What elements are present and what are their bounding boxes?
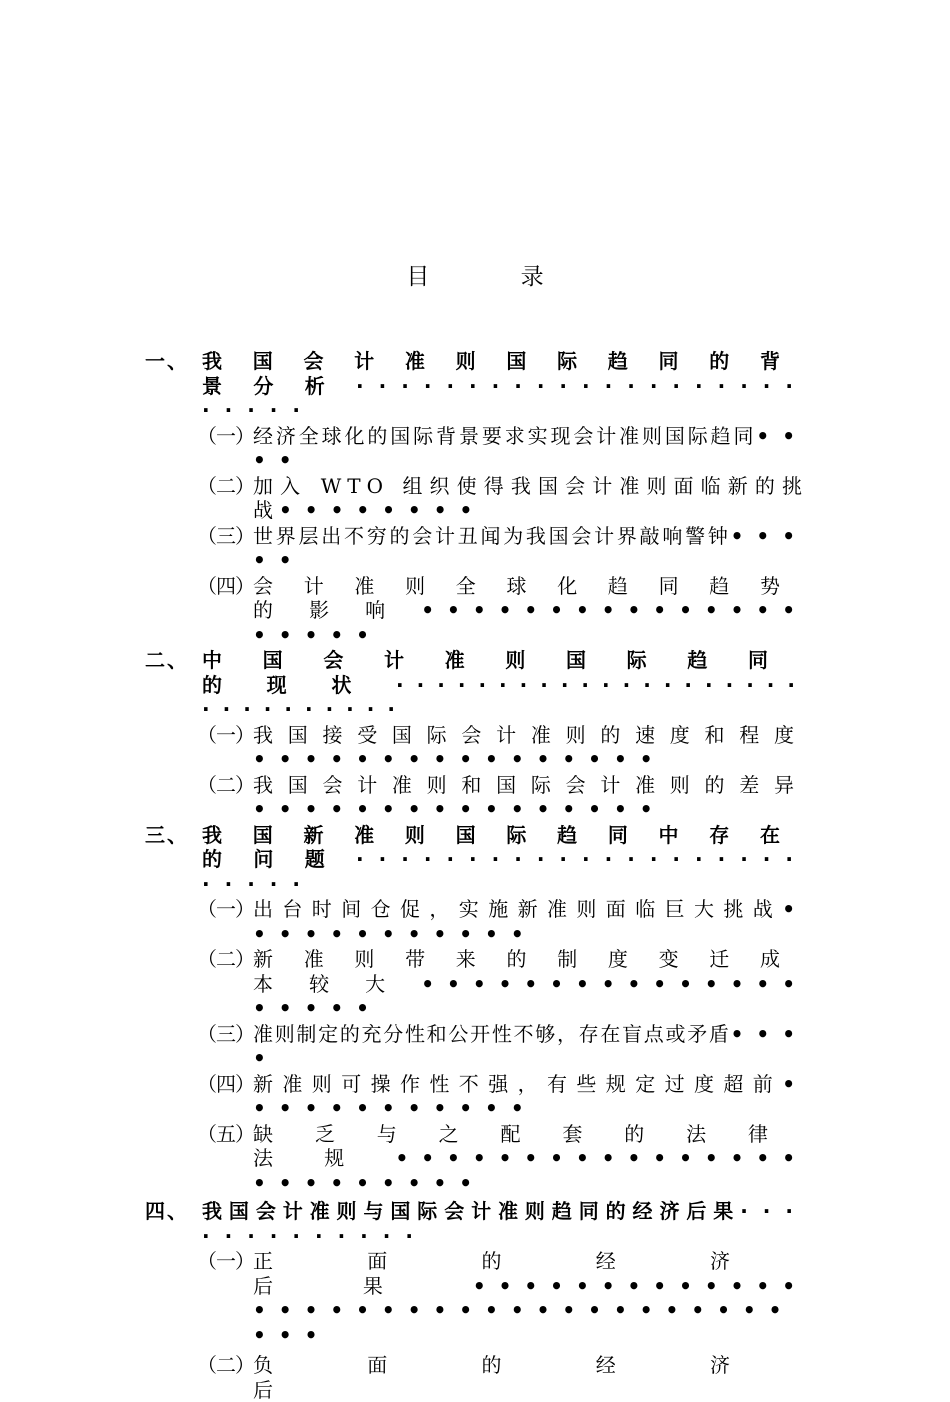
toc-entry-number: 三、 <box>145 822 189 847</box>
toc-entry-2-2[interactable] <box>145 773 808 822</box>
toc-entry-text: 正面的经济后果••••••••••••••••••••••••••••••••••••• <box>253 1249 808 1347</box>
toc-entry-3-1[interactable] <box>145 897 808 946</box>
dot-leader: ••••• <box>253 523 808 572</box>
toc-entry-1-2[interactable] <box>145 474 808 523</box>
toc-entry-number: （二） <box>197 772 254 797</box>
toc-entry-number: （一） <box>197 897 254 921</box>
dot-leader: ······························ <box>202 672 808 721</box>
dot-leader: •••••••• <box>279 498 486 522</box>
dot-leader: •••••••••••• <box>253 1071 808 1120</box>
toc-entry-number: （三） <box>197 1021 254 1046</box>
toc-entry-number: （四） <box>197 573 254 598</box>
toc-entry-text: 我国新准则国际趋同中存在的问题························· <box>202 822 808 896</box>
toc-entry-text: 中国会计准则国际趋同的现状······························ <box>202 648 808 721</box>
dot-leader: •••• <box>253 1021 808 1070</box>
toc-title: 目 录 <box>406 264 586 290</box>
dot-leader: •••• <box>253 423 808 472</box>
toc-entry-text: 新准则可操作性不强，有些规定过度超前•••••••••••• <box>253 1071 808 1120</box>
toc-entry-3-5[interactable] <box>145 1122 808 1196</box>
dot-leader: •••••••••••••••••••• <box>253 598 808 647</box>
toc-entry-text: 世界层出不穷的会计丑闻为我国会计界敲响警钟••••• <box>253 523 808 572</box>
toc-entry-text: 我国会计准则和国际会计准则的差异•••••••••••••••• <box>253 772 808 821</box>
toc-entry-text: 缺乏与之配套的法律法规••••••••••••••••••••••••• <box>253 1121 808 1195</box>
dot-leader: •••••••••••• <box>253 897 808 946</box>
toc-entry-number: （一） <box>197 1249 254 1273</box>
dot-leader: ••••••••••••••••••••••••••••••••••••• <box>253 1273 808 1347</box>
dot-leader: ························· <box>202 847 808 896</box>
toc-entry-text: 我国会计准则国际趋同的背景分析························· <box>202 349 808 422</box>
toc-entry-number: （五） <box>197 1121 254 1146</box>
toc-entry-text: 出台时间仓促，实施新准则面临巨大挑战•••••••••••• <box>253 897 808 946</box>
toc-entry-text: 会计准则全球化趋同趋势的影响•••••••••••••••••••• <box>253 573 808 647</box>
toc-entry-number: （四） <box>197 1071 254 1096</box>
toc-entry-number: （一） <box>197 722 254 747</box>
toc-entry-number: （三） <box>197 523 254 548</box>
dot-leader: ························· <box>202 373 808 422</box>
toc-entry-1-1[interactable] <box>145 424 808 473</box>
toc-entry-text: 负面的经济后 <box>253 1353 808 1402</box>
toc-entry-4-2[interactable] <box>145 1353 808 1402</box>
toc-entry-text: 经济全球化的国际背景要求实现会计准则国际趋同•••• <box>253 423 808 472</box>
toc-entry-number: （一） <box>197 423 254 448</box>
toc-entry-number: 二、 <box>145 648 189 672</box>
dot-leader: ············· <box>202 1199 808 1248</box>
toc-entry-number: 一、 <box>145 349 189 373</box>
toc-entry-3-3[interactable] <box>145 1022 808 1071</box>
toc-entry-text: 新准则带来的制度变迁成本较大•••••••••••••••••••• <box>253 947 808 1020</box>
toc-entry-number: （二） <box>197 473 254 498</box>
toc-entry-1[interactable] <box>145 349 808 423</box>
toc-entry-text: 我国会计准则与国际会计准则趋同的经济后果············· <box>202 1199 808 1248</box>
toc-entry-3[interactable] <box>145 823 808 897</box>
toc-entry-number: （二） <box>197 1353 254 1377</box>
toc-entry-2-1[interactable] <box>145 723 808 772</box>
dot-leader: •••••••••••••••• <box>253 747 666 771</box>
toc-entry-4[interactable] <box>145 1199 808 1248</box>
toc-entry-3-2[interactable] <box>145 947 808 1021</box>
toc-entry-text: 我国接受国际会计准则的速度和程度•••••••••••••••• <box>253 722 808 771</box>
toc-entry-4-1[interactable] <box>145 1249 808 1347</box>
toc-entry-number: 四、 <box>145 1199 189 1223</box>
toc-entry-text: 加入 WTO 组织使得我国会计准则面临新的挑战•••••••• <box>253 473 808 522</box>
dot-leader: ••••••••••••••••••••••••• <box>253 1146 808 1195</box>
dot-leader: •••••••••••••••••••• <box>253 971 808 1020</box>
dot-leader: •••••••••••••••• <box>253 797 666 821</box>
toc-entry-text: 准则制定的充分性和公开性不够，存在盲点或矛盾•••• <box>253 1021 808 1070</box>
table-of-contents <box>145 348 808 1402</box>
toc-entry-1-3[interactable] <box>145 524 808 573</box>
toc-entry-number: （二） <box>197 947 254 971</box>
toc-entry-3-4[interactable] <box>145 1072 808 1121</box>
toc-entry-2[interactable] <box>145 648 808 722</box>
toc-entry-1-4[interactable] <box>145 574 808 648</box>
